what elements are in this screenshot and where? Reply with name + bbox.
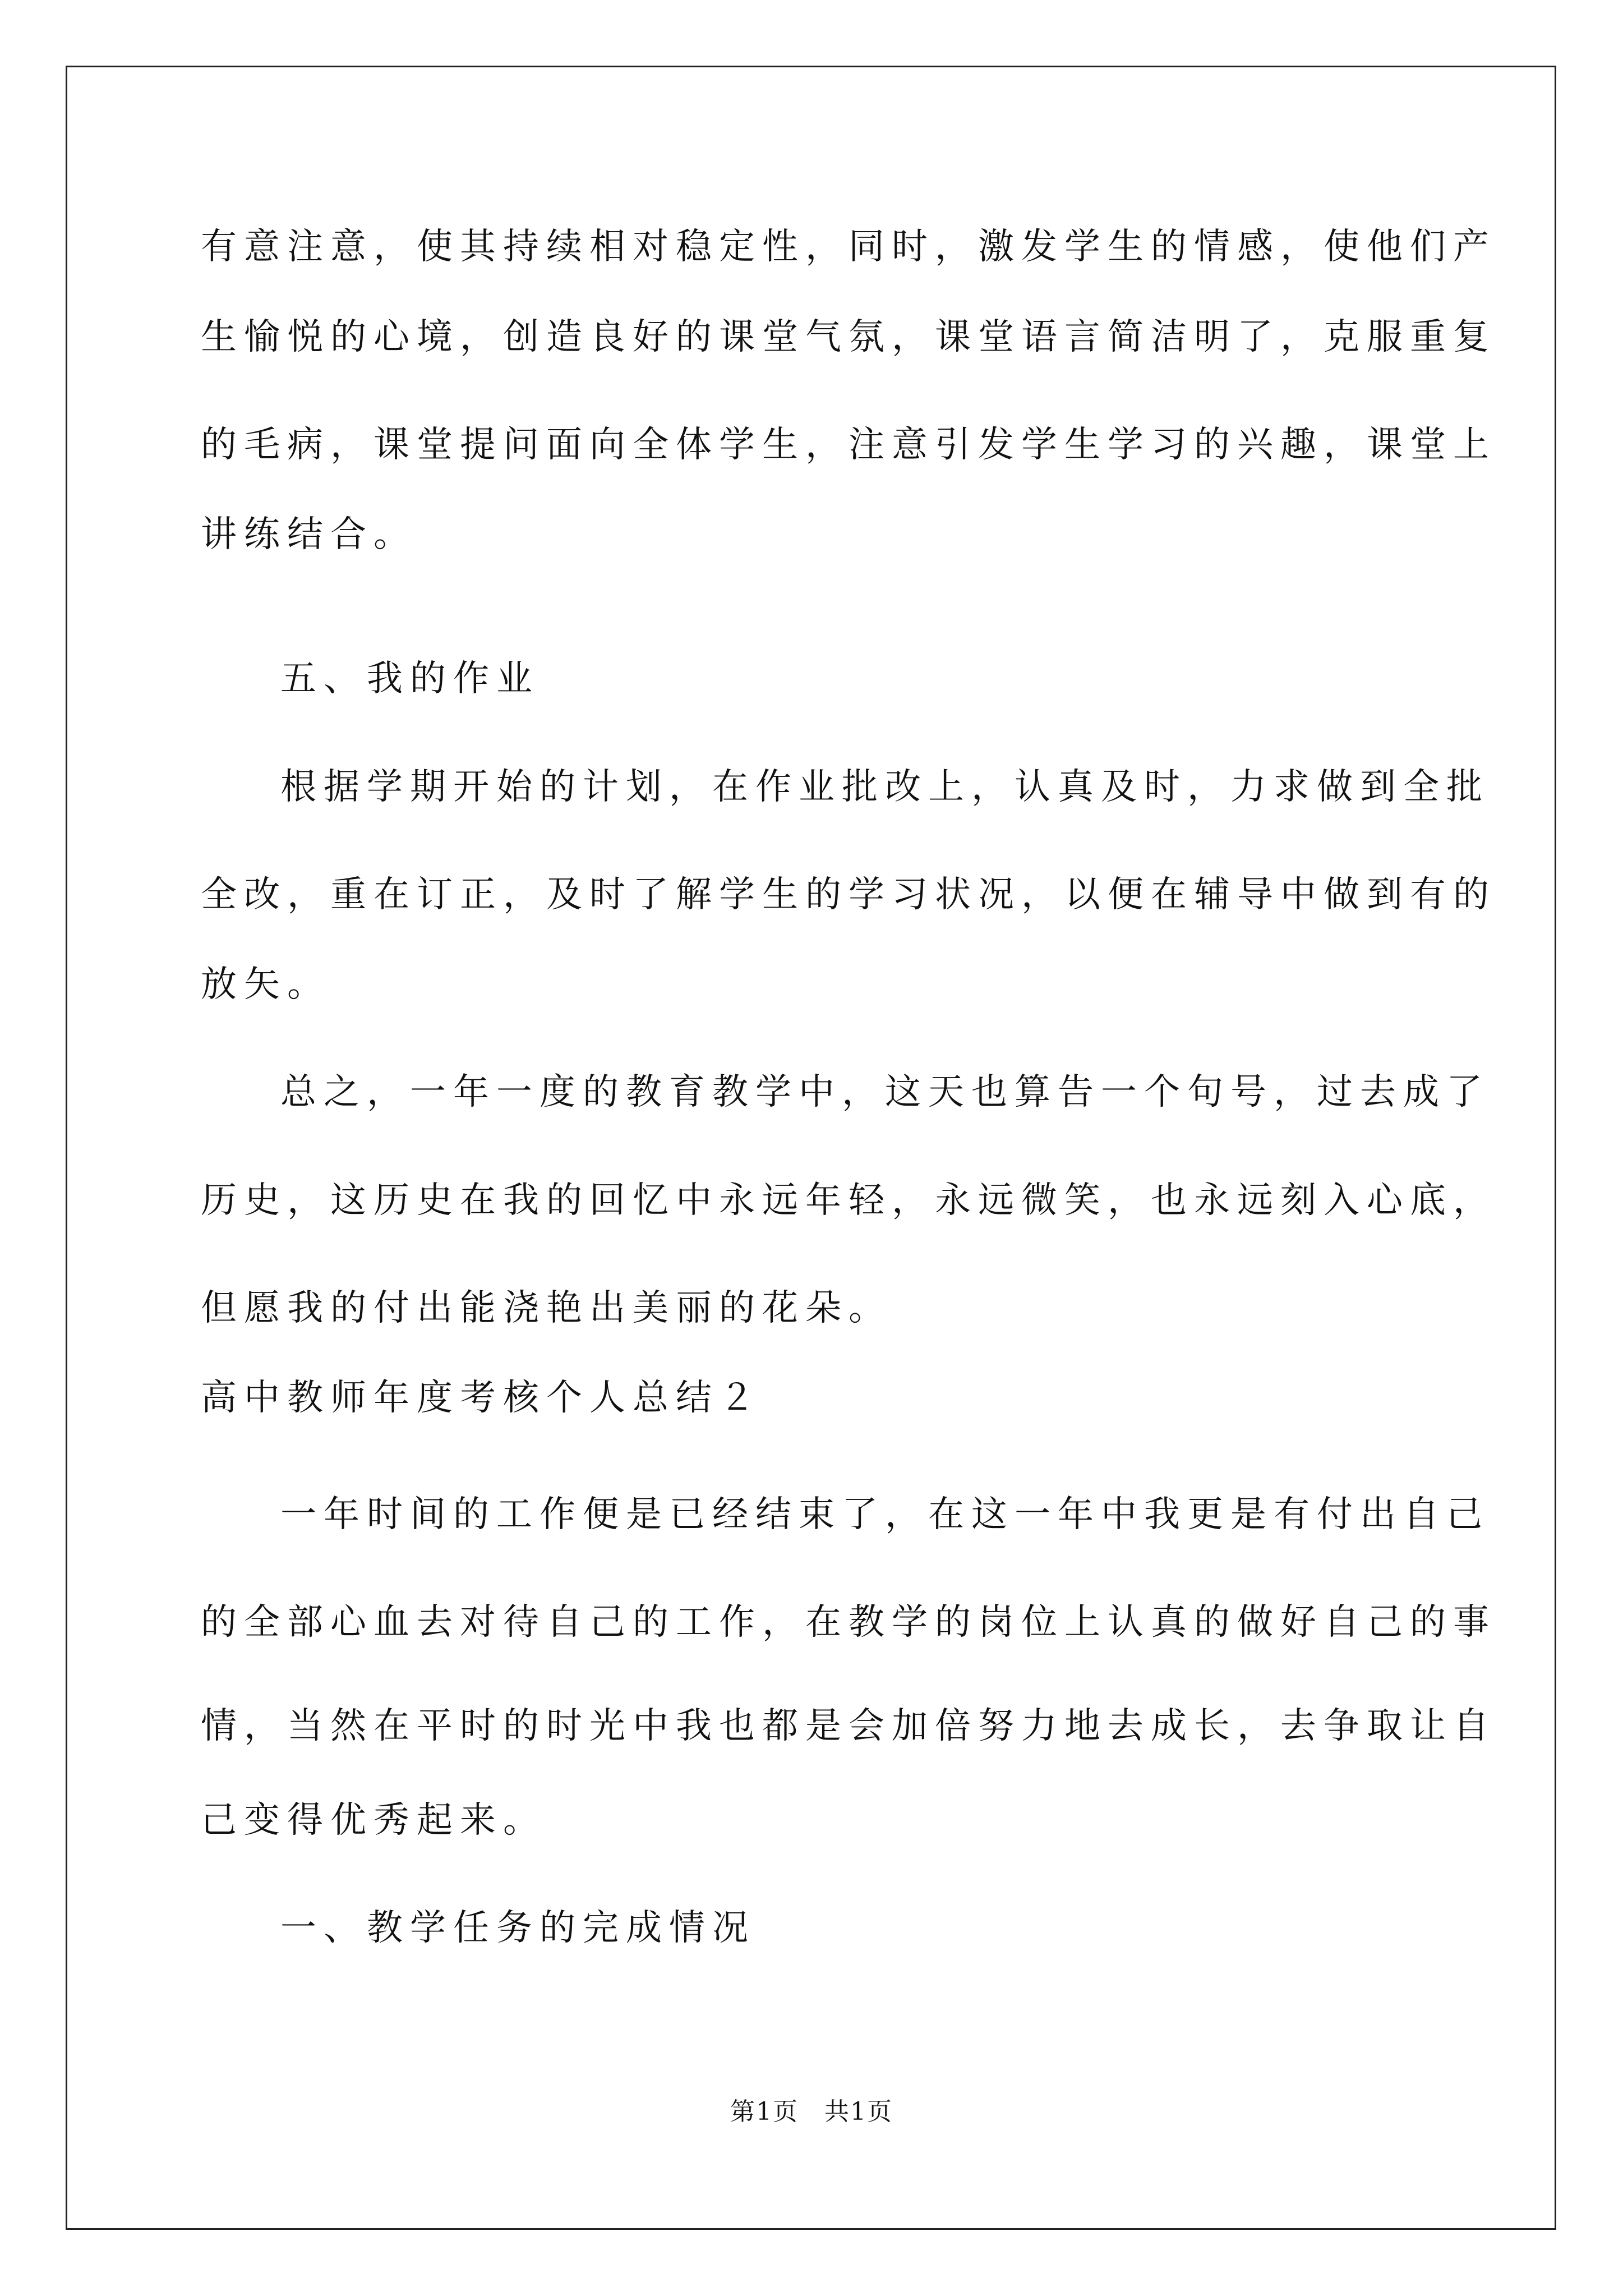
body-line-3: 的毛病，课堂提问面向全体学生，注意引发学生学习的兴趣，课堂上 bbox=[201, 424, 1496, 466]
section-heading-teaching-tasks: 一、教学任务的完成情况 bbox=[280, 1907, 755, 1949]
body-line-1: 有意注意，使其持续相对稳定性，同时，激发学生的情感，使他们产 bbox=[201, 226, 1496, 268]
body-line-15: 情，当然在平时的时光中我也都是会加倍努力地去成长，去争取让自 bbox=[201, 1705, 1496, 1747]
body-line-11: 但愿我的付出能浇艳出美丽的花朵。 bbox=[201, 1287, 892, 1329]
body-line-8: 放矢。 bbox=[201, 964, 330, 1005]
body-line-16: 己变得优秀起来。 bbox=[201, 1800, 546, 1841]
page-footer: 第1页 共1页 bbox=[730, 2097, 893, 2126]
body-line-4: 讲练结合。 bbox=[201, 514, 417, 555]
body-line-2: 生愉悦的心境，创造良好的课堂气氛，课堂语言简洁明了，克服重复 bbox=[201, 316, 1496, 358]
section-heading-homework: 五、我的作业 bbox=[280, 658, 540, 700]
body-line-6: 根据学期开始的计划，在作业批改上，认真及时，力求做到全批 bbox=[280, 766, 1490, 808]
body-line-14: 的全部心血去对待自己的工作，在教学的岗位上认真的做好自己的事 bbox=[201, 1602, 1496, 1643]
article-title: 高中教师年度考核个人总结２ bbox=[201, 1377, 762, 1419]
body-line-13: 一年时间的工作便是已经结束了，在这一年中我更是有付出自己 bbox=[280, 1494, 1490, 1535]
body-line-7: 全改，重在订正，及时了解学生的学习状况，以便在辅导中做到有的 bbox=[201, 874, 1496, 915]
body-line-9: 总之，一年一度的教育教学中，这天也算告一个句号，过去成了 bbox=[280, 1071, 1490, 1113]
body-line-10: 历史，这历史在我的回忆中永远年轻，永远微笑，也永远刻入心底， bbox=[201, 1180, 1496, 1221]
